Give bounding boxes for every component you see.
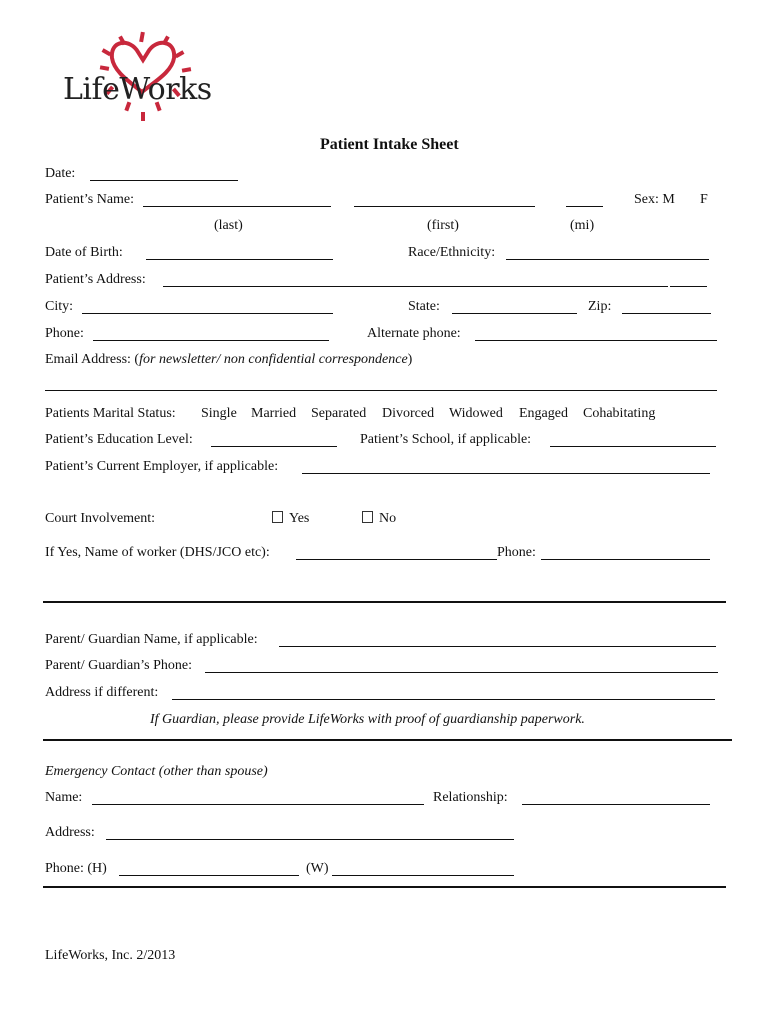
guardian-address-label: Address if different: (45, 685, 159, 700)
first-caption: (first) (427, 218, 459, 233)
marital-option-single[interactable]: Single (201, 406, 237, 421)
middle-initial-field[interactable] (566, 206, 603, 207)
alt-phone-label: Alternate phone: (367, 326, 461, 341)
dob-field[interactable] (146, 259, 333, 260)
emergency-name-label: Name: (45, 790, 83, 805)
worker-field[interactable] (296, 559, 497, 560)
logo (60, 30, 230, 125)
phone-field[interactable] (93, 340, 329, 341)
section-divider (43, 886, 726, 888)
sex-f-option[interactable]: F (700, 192, 708, 207)
guardian-phone-field[interactable] (205, 672, 718, 673)
zip-label: Zip: (588, 299, 612, 314)
phone-label: Phone: (45, 326, 84, 341)
marital-status-label: Patients Marital Status: (45, 406, 176, 421)
alt-phone-field[interactable] (475, 340, 717, 341)
guardian-note: If Guardian, please provide LifeWorks with proof of guardianship paperwork. (150, 712, 585, 727)
worker-label: If Yes, Name of worker (DHS/JCO etc): (45, 545, 270, 560)
emergency-phone-home-label: Phone: (H) (45, 861, 107, 876)
school-label: Patient’s School, if applicable: (360, 432, 532, 447)
address-label: Patient’s Address: (45, 272, 146, 287)
emergency-phone-work-label: (W) (306, 861, 329, 876)
court-no-option[interactable] (362, 511, 396, 527)
date-label: Date: (45, 166, 76, 181)
sex-label: Sex: M (634, 192, 675, 207)
email-note: for newsletter/ non confidential correspondence (139, 352, 408, 367)
race-field[interactable] (506, 259, 709, 260)
dob-label: Date of Birth: (45, 245, 123, 260)
marital-option-widowed[interactable]: Widowed (449, 406, 503, 421)
email-label-prefix: Email Address: ( (45, 352, 140, 367)
city-label: City: (45, 299, 74, 314)
address-field-extra[interactable] (670, 286, 707, 287)
marital-option-separated[interactable]: Separated (311, 406, 367, 421)
email-label (45, 352, 412, 368)
address-field[interactable] (163, 286, 668, 287)
school-field[interactable] (550, 446, 716, 447)
education-field[interactable] (211, 446, 337, 447)
first-name-field[interactable] (354, 206, 535, 207)
mi-caption: (mi) (570, 218, 595, 233)
state-label: State: (408, 299, 440, 314)
email-field[interactable] (45, 390, 717, 391)
city-field[interactable] (82, 313, 333, 314)
emergency-name-field[interactable] (92, 804, 424, 805)
worker-phone-label: Phone: (497, 545, 536, 560)
section-divider (43, 601, 726, 603)
guardian-address-field[interactable] (172, 699, 715, 700)
relationship-label: Relationship: (433, 790, 508, 805)
email-label-suffix: ) (407, 352, 413, 367)
worker-phone-field[interactable] (541, 559, 710, 560)
employer-field[interactable] (302, 473, 710, 474)
date-field[interactable] (90, 180, 238, 181)
court-yes-label: Yes (289, 511, 310, 526)
emergency-phone-home-field[interactable] (119, 875, 299, 876)
court-no-label: No (379, 511, 397, 526)
section-divider (43, 739, 732, 741)
emergency-heading: Emergency Contact (other than spouse) (45, 764, 268, 779)
race-label: Race/Ethnicity: (408, 245, 496, 260)
logo-wordmark: LifeWorks (63, 72, 212, 107)
emergency-phone-work-field[interactable] (332, 875, 514, 876)
guardian-name-field[interactable] (279, 646, 716, 647)
page-title: Patient Intake Sheet (320, 136, 459, 153)
guardian-phone-label: Parent/ Guardian’s Phone: (45, 658, 192, 673)
last-caption: (last) (214, 218, 243, 233)
court-label: Court Involvement: (45, 511, 156, 526)
emergency-address-field[interactable] (106, 839, 514, 840)
education-label: Patient’s Education Level: (45, 432, 193, 447)
checkbox-icon[interactable] (272, 511, 283, 523)
marital-option-divorced[interactable]: Divorced (382, 406, 435, 421)
relationship-field[interactable] (522, 804, 710, 805)
marital-option-engaged[interactable]: Engaged (519, 406, 568, 421)
patient-name-label: Patient’s Name: (45, 192, 135, 207)
last-name-field[interactable] (143, 206, 331, 207)
marital-option-cohabitating[interactable]: Cohabitating (583, 406, 656, 421)
employer-label: Patient’s Current Employer, if applicable: (45, 459, 279, 474)
court-yes-option[interactable] (272, 511, 309, 527)
footer-text: LifeWorks, Inc. 2/2013 (45, 948, 176, 963)
zip-field[interactable] (622, 313, 711, 314)
guardian-name-label: Parent/ Guardian Name, if applicable: (45, 632, 258, 647)
marital-option-married[interactable]: Married (251, 406, 297, 421)
checkbox-icon[interactable] (362, 511, 373, 523)
emergency-address-label: Address: (45, 825, 95, 840)
state-field[interactable] (452, 313, 577, 314)
